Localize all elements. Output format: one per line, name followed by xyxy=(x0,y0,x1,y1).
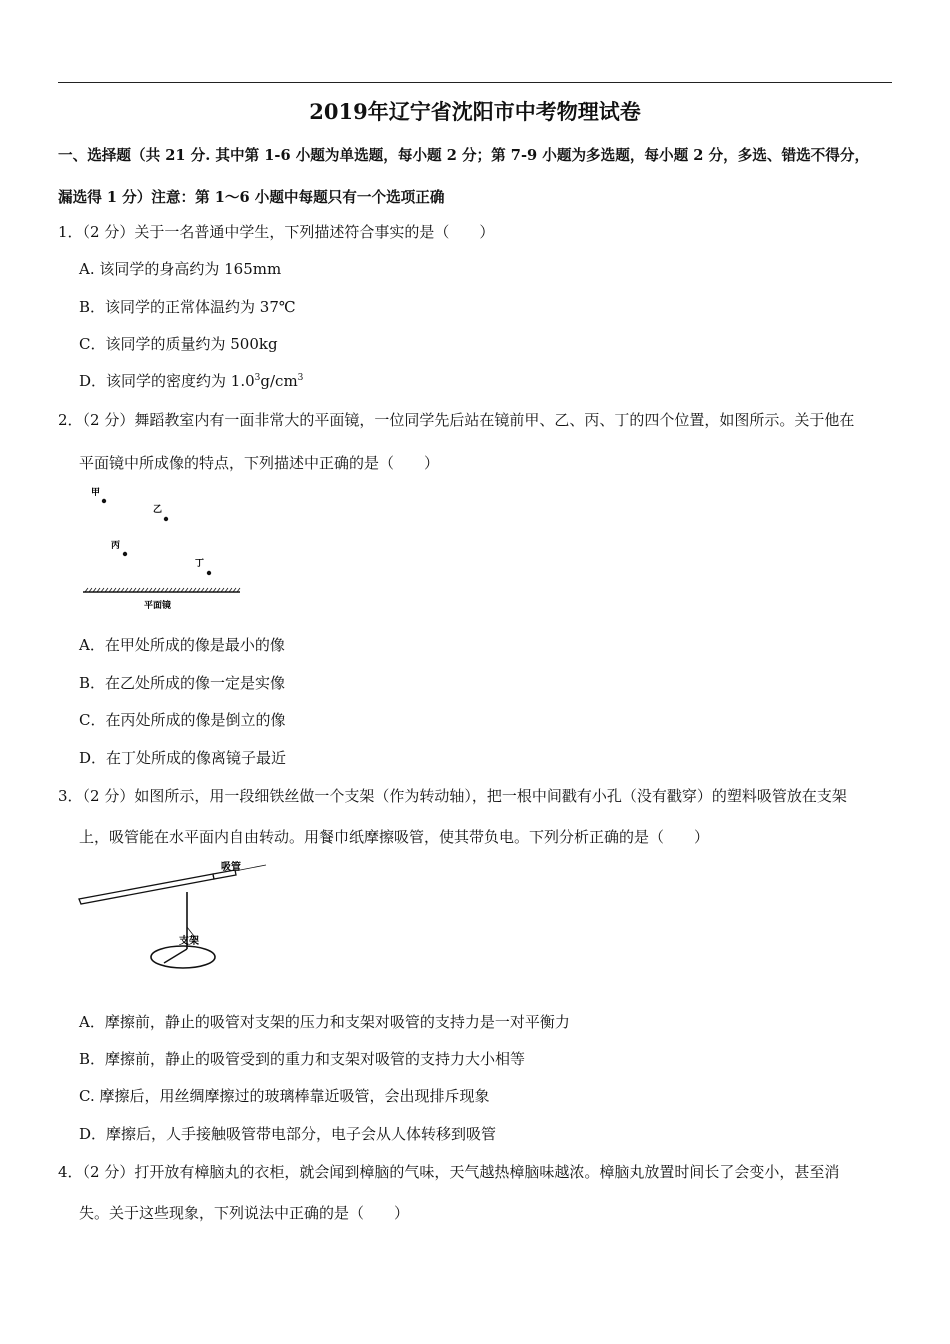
question-3-stem-line2: 上，吸管能在水平面内自由转动。用餐巾纸摩擦吸管，使其带负电。下列分析正确的是（ ） xyxy=(79,828,710,846)
question-3-option-d: D．摩擦后，人手接触吸管带电部分，电子会从人体转移到吸管 xyxy=(79,1125,497,1143)
question-1-option-b: B．该同学的正常体温约为 37℃ xyxy=(79,298,296,316)
label-mirror: 平面镜 xyxy=(144,601,172,611)
stand-base-spoke xyxy=(164,949,187,963)
question-2-option-a: A．在甲处所成的像是最小的像 xyxy=(79,636,285,654)
mirror-positions-figure xyxy=(80,482,250,614)
header-rule xyxy=(58,82,892,83)
stand-base-ring xyxy=(151,946,215,968)
label-yi: 乙 xyxy=(153,505,163,515)
question-2-stem-line1: 2．（2 分）舞蹈教室内有一面非常大的平面镜，一位同学先后站在镜前甲、乙、丙、丁的四个位置，如图所示。关于他在 xyxy=(58,411,855,429)
question-2-stem-line2: 平面镜中所成像的特点，下列描述中正确的是（ ） xyxy=(79,454,440,472)
straw-stand-figure xyxy=(76,857,276,975)
question-1-option-a: A. 该同学的身高约为 165mm xyxy=(79,260,282,278)
question-2-option-b: B．在乙处所成的像一定是实像 xyxy=(79,674,286,692)
label-bing: 丙 xyxy=(111,541,121,551)
question-1-option-c: C．该同学的质量约为 500kg xyxy=(79,335,278,353)
question-1-stem: 1．（2 分）关于一名普通中学生，下列描述符合事实的是（ ） xyxy=(58,223,495,241)
question-3-option-b: B．摩擦前，静止的吸管受到的重力和支架对吸管的支持力大小相等 xyxy=(79,1050,526,1068)
label-straw: 吸管 xyxy=(221,862,241,873)
point-ding xyxy=(207,571,211,575)
point-jia xyxy=(102,499,106,503)
question-3-stem-line1: 3．（2 分）如图所示，用一段细铁丝做一个支架（作为转动轴），把一根中间戳有小孔（没有戳穿）的塑料吸管放在支架 xyxy=(58,787,847,805)
question-2-option-d: D．在丁处所成的像离镜子最近 xyxy=(79,749,287,767)
section-heading-line2: 漏选得 1 分）注意：第 1～6 小题中每题只有一个选项正确 xyxy=(58,189,445,206)
label-ding: 丁 xyxy=(195,559,205,569)
label-jia: 甲 xyxy=(91,488,101,498)
label-stand: 支架 xyxy=(179,936,199,947)
point-bing xyxy=(123,552,127,556)
question-1-option-d: D．该同学的密度约为 $1.0^3g/cm^3$ xyxy=(79,372,304,390)
straw-left xyxy=(79,874,214,904)
page-title: 2019年辽宁省沈阳市中考物理试卷 xyxy=(309,99,641,124)
question-4-stem-line2: 失。关于这些现象，下列说法中正确的是（ ） xyxy=(79,1204,410,1222)
question-4-stem-line1: 4．（2 分）打开放有樟脑丸的衣柜，就会闻到樟脑的气味，天气越热樟脑味越浓。樟脑丸放置时间长了会变小，甚至消 xyxy=(58,1163,840,1181)
question-3-option-c: C. 摩擦后，用丝绸摩擦过的玻璃棒靠近吸管，会出现排斥现象 xyxy=(79,1087,490,1105)
question-2-option-c: C．在丙处所成的像是倒立的像 xyxy=(79,711,286,729)
point-yi xyxy=(164,517,168,521)
section-heading-line1: 一、选择题（共 21 分. 其中第 1-6 小题为单选题，每小题 2 分；第 7-9 小题为多选题，每小题 2 分，多选、错选不得分， xyxy=(58,147,870,164)
question-3-option-a: A．摩擦前，静止的吸管对支架的压力和支架对吸管的支持力是一对平衡力 xyxy=(79,1013,570,1031)
